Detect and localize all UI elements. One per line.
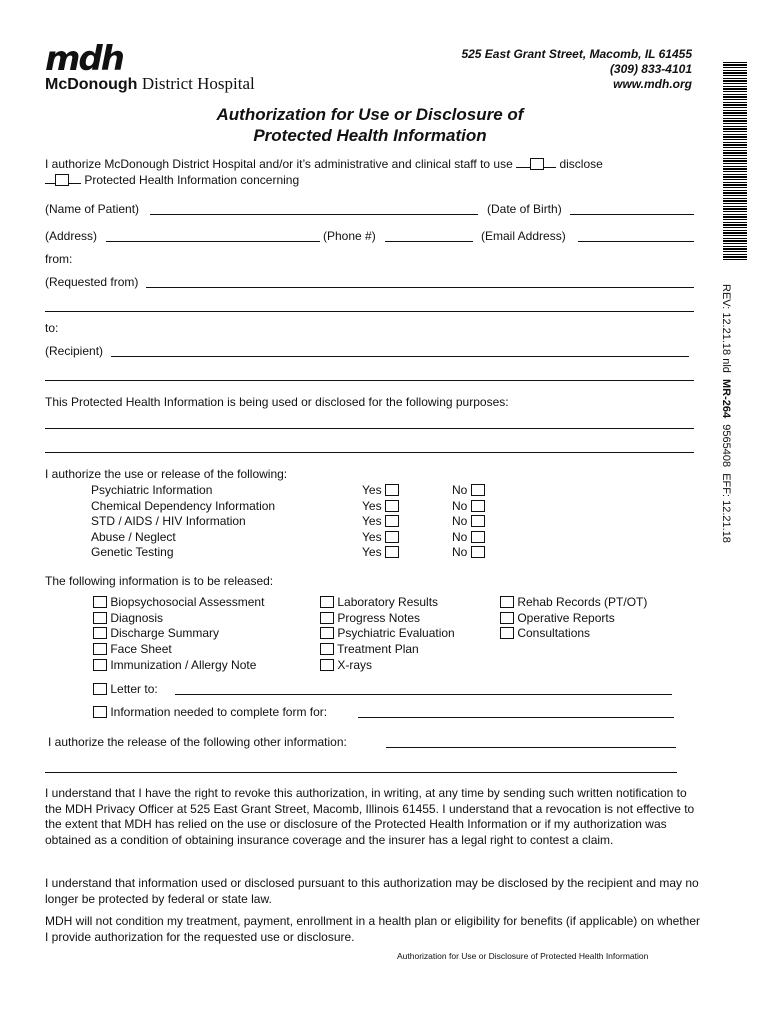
- no-label: No: [452, 483, 468, 497]
- yes-label: Yes: [362, 483, 382, 497]
- release-checkbox[interactable]: [93, 643, 107, 655]
- hospital-address: [392, 47, 692, 92]
- release-item: Rehab Records (PT/OT): [517, 595, 648, 609]
- purposes-field-1[interactable]: [45, 428, 694, 429]
- side-rev: REV: 12.21.18 nld: [720, 284, 732, 373]
- dob-label: (Date of Birth): [487, 202, 562, 216]
- release-item: Progress Notes: [337, 610, 421, 625]
- release-checkbox[interactable]: [320, 643, 334, 655]
- release-checkbox[interactable]: [320, 659, 334, 671]
- barcode: [723, 62, 747, 260]
- logo-name-bold: McDonough: [45, 76, 138, 93]
- revocation-paragraph: I understand that I have the right to revoke this authorization, in writing, at any time by sending such written notification to the MDH Privacy Officer at 525 East Grant Street, Macomb, Illinois 61455. I understand that a revocation is not effective to the extent that MDH has relied on the use or disclosure of the Protected Health Information or if my authorization was obtained as a condition of obtaining insurance coverage and the insurer has a legal right to contest a claim.: [45, 786, 695, 847]
- address-line-1: 525 East Grant Street, Macomb, IL 61455: [461, 47, 692, 61]
- yes-checkbox[interactable]: [385, 515, 399, 527]
- sensitive-item: Chemical Dependency Information: [91, 498, 276, 513]
- info-needed-label: Information needed to complete form for:: [110, 705, 328, 719]
- release-checkbox[interactable]: [320, 627, 334, 639]
- other-info-field-2[interactable]: [45, 772, 677, 773]
- dob-field[interactable]: [570, 214, 694, 215]
- sensitive-item: Genetic Testing: [91, 545, 174, 559]
- phone-field[interactable]: [385, 241, 473, 242]
- release-item: Operative Reports: [517, 610, 615, 625]
- title-line-2: Protected Health Information: [253, 126, 487, 145]
- letter-to-checkbox[interactable]: [93, 683, 107, 695]
- patient-name-field[interactable]: [150, 214, 478, 215]
- no-condition-paragraph: MDH will not condition my treatment, payment, enrollment in a health plan or eligibility for benefits (if applicable) on whether I provide authorization for the requested use or disclosure.: [45, 914, 700, 944]
- no-label: No: [452, 545, 468, 559]
- no-checkbox[interactable]: [471, 546, 485, 558]
- letter-to-row: [93, 682, 158, 696]
- intro-text-2: Protected Health Information concerning: [84, 173, 300, 187]
- footer-text: Authorization for Use or Disclosure of Protected Health Information: [397, 951, 649, 961]
- release-item: Face Sheet: [110, 642, 172, 657]
- logo-name-rest: District Hospital: [141, 74, 255, 93]
- other-info-label: I authorize the release of the following other information:: [48, 735, 347, 749]
- release-item: Psychiatric Evaluation: [337, 626, 455, 641]
- use-checkbox[interactable]: [530, 158, 544, 170]
- page-title: [170, 104, 570, 146]
- no-column: [452, 483, 485, 561]
- no-checkbox[interactable]: [471, 515, 485, 527]
- release-checkbox[interactable]: [500, 627, 514, 639]
- release-checkbox[interactable]: [320, 612, 334, 624]
- authorize-following-label: I authorize the use or release of the following:: [45, 467, 288, 481]
- intro-text: I authorize McDonough District Hospital and/or it’s administrative and clinical staff to use: [45, 157, 513, 171]
- release-col-2: [320, 595, 455, 674]
- address-label: (Address): [45, 229, 98, 243]
- hospital-logo: [45, 39, 255, 94]
- yes-checkbox[interactable]: [385, 484, 399, 496]
- release-item: Immunization / Allergy Note: [110, 657, 257, 672]
- no-label: No: [452, 514, 468, 528]
- yes-checkbox[interactable]: [385, 546, 399, 558]
- letter-to-label: Letter to:: [110, 682, 158, 696]
- address-line-2: (309) 833-4101: [609, 62, 692, 76]
- release-item: Discharge Summary: [110, 626, 220, 641]
- yes-checkbox[interactable]: [385, 500, 399, 512]
- side-eff: EFF: 12.21.18: [720, 473, 732, 543]
- sensitive-item: Psychiatric Information: [91, 483, 213, 497]
- release-col-1: [93, 595, 264, 674]
- purposes-label: This Protected Health Information is being used or disclosed for the following purposes:: [45, 395, 509, 409]
- sensitive-item: Abuse / Neglect: [91, 529, 176, 544]
- side-code: 9565408: [720, 424, 732, 468]
- email-field[interactable]: [578, 241, 694, 242]
- release-checkbox[interactable]: [93, 659, 107, 671]
- no-checkbox[interactable]: [471, 531, 485, 543]
- release-item: Diagnosis: [110, 610, 164, 625]
- intro-line-1: [45, 157, 603, 171]
- sensitive-item: STD / AIDS / HIV Information: [91, 514, 246, 528]
- sensitive-list: [91, 483, 275, 561]
- release-checkbox[interactable]: [93, 627, 107, 639]
- release-item: Laboratory Results: [337, 595, 439, 609]
- recipient-label: (Recipient): [45, 344, 104, 358]
- email-label: (Email Address): [481, 229, 566, 243]
- release-item: Treatment Plan: [337, 642, 419, 657]
- address-field[interactable]: [106, 241, 320, 242]
- no-checkbox[interactable]: [471, 484, 485, 496]
- yes-label: Yes: [362, 514, 382, 528]
- release-item: X-rays: [337, 657, 373, 672]
- requested-from-field-2[interactable]: [45, 311, 694, 312]
- to-label: to:: [45, 321, 59, 335]
- release-item: Biopsychosocial Assessment: [110, 595, 265, 609]
- yes-checkbox[interactable]: [385, 531, 399, 543]
- redisclosure-paragraph: I understand that information used or disclosed pursuant to this authorization may be disclosed by the recipient and may no longer be protected by federal or state law.: [45, 876, 699, 906]
- release-checkbox[interactable]: [320, 596, 334, 608]
- disclose-label: disclose: [559, 157, 603, 171]
- logo-mark: mdh: [45, 39, 123, 79]
- release-col-3: [500, 595, 647, 642]
- other-info-field[interactable]: [386, 747, 676, 748]
- letter-to-field[interactable]: [175, 694, 672, 695]
- yes-column: [362, 483, 399, 561]
- no-checkbox[interactable]: [471, 500, 485, 512]
- release-checkbox[interactable]: [500, 596, 514, 608]
- patient-name-label: (Name of Patient): [45, 202, 140, 216]
- purposes-field-2[interactable]: [45, 452, 694, 453]
- release-checkbox[interactable]: [93, 596, 107, 608]
- from-label: from:: [45, 252, 73, 266]
- info-needed-checkbox[interactable]: [93, 706, 107, 718]
- phone-label: (Phone #): [323, 229, 376, 243]
- address-line-3: www.mdh.org: [613, 77, 692, 91]
- info-needed-field[interactable]: [358, 717, 674, 718]
- release-item: Consultations: [517, 626, 591, 641]
- release-label: The following information is to be released:: [45, 574, 274, 588]
- recipient-field-2[interactable]: [45, 380, 694, 381]
- side-form-info: [720, 284, 732, 543]
- side-form-number: MR-264: [720, 379, 732, 419]
- info-needed-row: [93, 705, 327, 719]
- intro-line-2: [45, 173, 299, 187]
- yes-label: Yes: [362, 545, 382, 559]
- requested-from-field[interactable]: [146, 287, 694, 288]
- no-label: No: [452, 529, 468, 544]
- title-line-1: Authorization for Use or Disclosure of: [216, 105, 524, 124]
- no-label: No: [452, 498, 468, 513]
- release-checkbox[interactable]: [500, 612, 514, 624]
- recipient-field[interactable]: [111, 356, 689, 357]
- disclose-checkbox[interactable]: [55, 174, 69, 186]
- requested-from-label: (Requested from): [45, 275, 139, 289]
- yes-label: Yes: [362, 498, 382, 513]
- release-checkbox[interactable]: [93, 612, 107, 624]
- yes-label: Yes: [362, 529, 382, 544]
